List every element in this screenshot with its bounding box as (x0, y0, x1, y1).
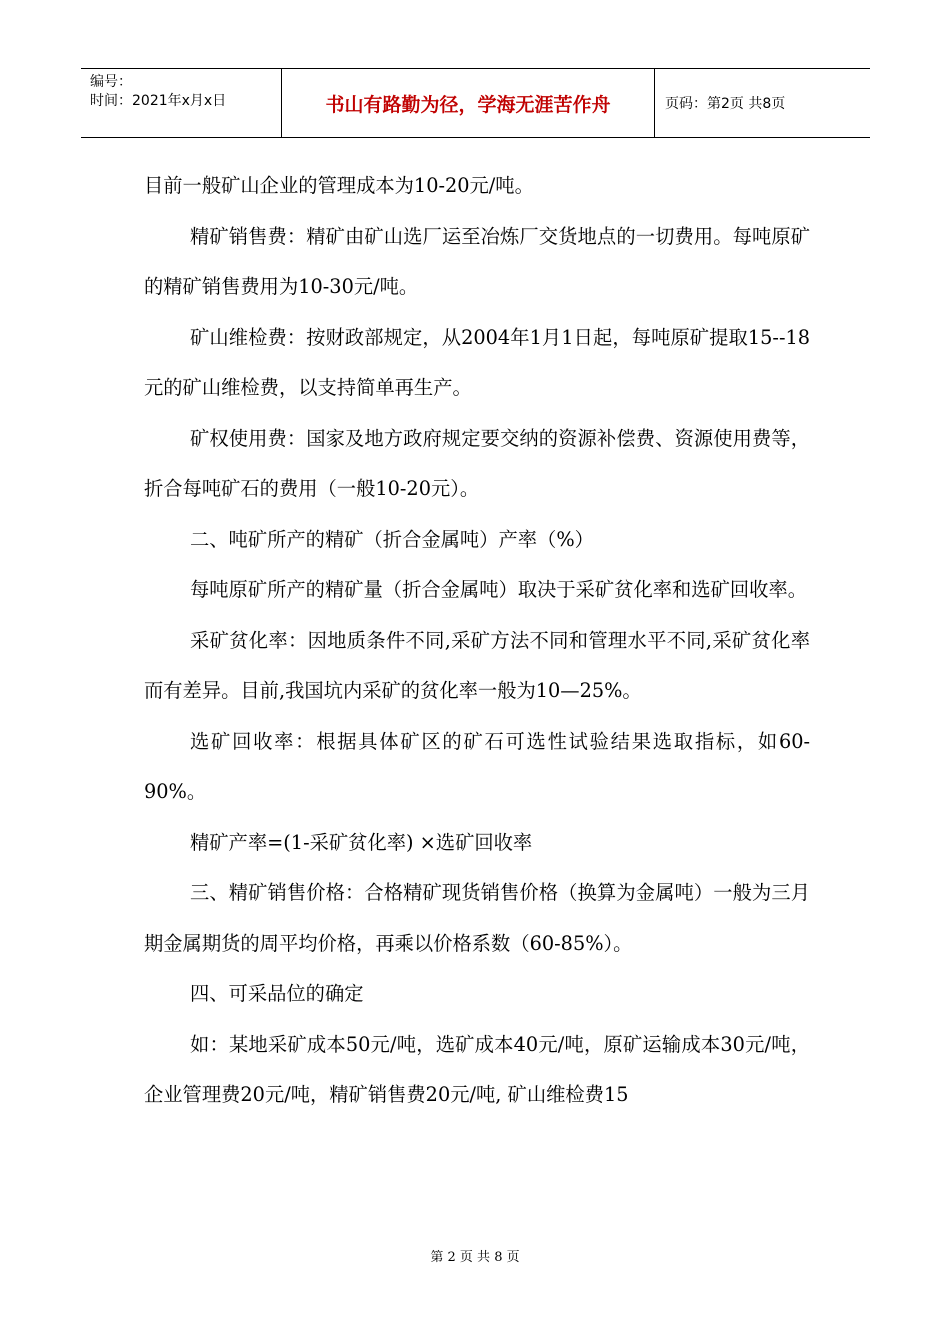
code-label: 编号： (90, 74, 132, 90)
paragraph: 矿权使用费：国家及地方政府规定要交纳的资源补偿费、资源使用费等，折合每吨矿石的费用（一般10-20元）。 (144, 426, 810, 500)
paragraph: 精矿销售费：精矿由矿山选厂运至冶炼厂交货地点的一切费用。每吨原矿的精矿销售费用为10-30元/吨。 (144, 224, 810, 298)
paragraph: 如：某地采矿成本50元/吨，选矿成本40元/吨，原矿运输成本30元/吨，企业管理费20元/吨，精矿销售费20元/吨, 矿山维检费15 (144, 1032, 810, 1106)
page-footer: 第 2 页 共 8 页 (430, 1250, 520, 1265)
time-label: 时间：2021年x月x日 (90, 93, 227, 109)
document-body (144, 161, 810, 1121)
page-header (81, 68, 870, 138)
section-heading: 四、可采品位的确定 (190, 982, 364, 1005)
header-meta (81, 69, 282, 137)
header-page-info: 页码：第2页 共8页 (665, 96, 786, 112)
paragraph: 目前一般矿山企业的管理成本为10-20元/吨。 (144, 174, 534, 197)
paragraph: 选矿回收率：根据具体矿区的矿石可选性试验结果选取指标，如60-90%。 (144, 729, 810, 803)
paragraph: 每吨原矿所产的精矿量（折合金属吨）取决于采矿贫化率和选矿回收率。 (190, 578, 807, 601)
header-motto: 书山有路勤为径，学海无涯苦作舟 (282, 69, 655, 137)
paragraph: 采矿贫化率：因地质条件不同,采矿方法不同和管理水平不同,采矿贫化率而有差异。目前,我国坑内采矿的贫化率一般为10—25%。 (144, 628, 810, 702)
formula-line: 精矿产率=(1-采矿贫化率) ×选矿回收率 (190, 830, 533, 854)
paragraph: 三、精矿销售价格：合格精矿现货销售价格（换算为金属吨）一般为三月期金属期货的周平均价格，再乘以价格系数（60-85%）。 (144, 881, 810, 955)
section-heading: 二、吨矿所产的精矿（折合金属吨）产率（%） (190, 527, 594, 551)
paragraph: 矿山维检费：按财政部规定，从2004年1月1日起，每吨原矿提取15--18元的矿山维检费，以支持简单再生产。 (144, 325, 810, 399)
